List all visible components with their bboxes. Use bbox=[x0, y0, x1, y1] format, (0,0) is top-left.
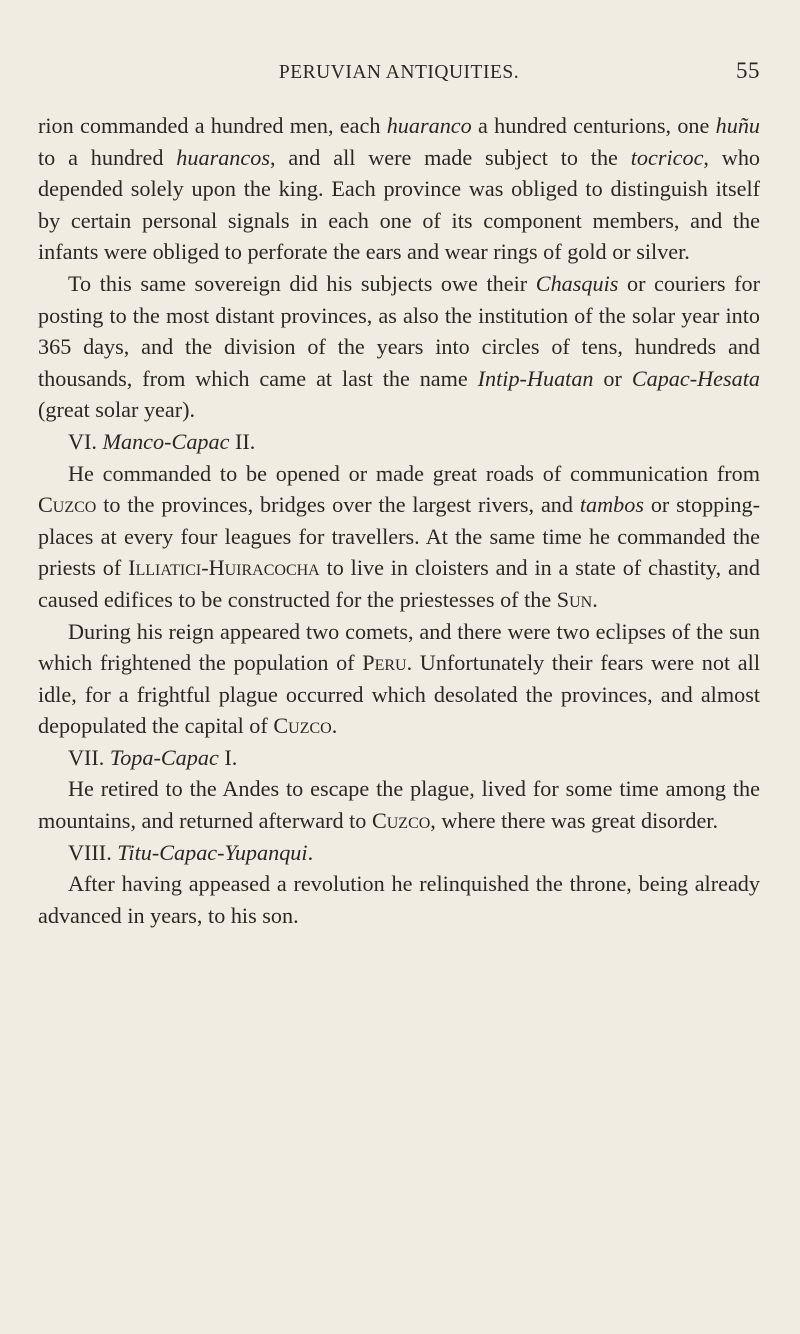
text-run: to the provinces, bridges over the largest rivers, and bbox=[96, 492, 580, 518]
italic-term: Manco-Capac bbox=[102, 428, 230, 454]
text-run: . bbox=[331, 713, 338, 739]
italic-term: Chasquis bbox=[535, 270, 619, 296]
small-caps-term: Peru bbox=[362, 650, 407, 676]
italic-term: tambos bbox=[579, 492, 644, 518]
text-run: or stopping-places at every four leagues for travellers. At the same time he commanded the priests of bbox=[38, 492, 760, 581]
italic-term: huaranco bbox=[386, 113, 472, 138]
small-caps-term: Illiatici-Huiracocha bbox=[128, 555, 320, 581]
paragraph bbox=[38, 616, 760, 742]
running-title: PERUVIAN ANTIQUITIES. bbox=[278, 62, 520, 83]
text-run: VII. bbox=[68, 744, 110, 770]
text-run: He commanded to be opened or made great roads of communication from bbox=[68, 460, 760, 486]
text-run: II. bbox=[229, 428, 256, 454]
text-run: I. bbox=[218, 744, 238, 770]
paragraph bbox=[38, 742, 760, 774]
paragraph bbox=[38, 426, 760, 458]
text-run: . Unfortunately their fears were not all idle, for a frightful plague occurred which desolated the provinces, and almost depopulated the capital of bbox=[38, 650, 760, 739]
text-run: (great solar year). bbox=[38, 397, 196, 423]
small-caps-term: Cuzco bbox=[371, 808, 431, 834]
text-run: After having appeased a revolution he relinquished the throne, being already advanced in years, to his son. bbox=[38, 871, 760, 928]
text-run: a hundred centurions, one bbox=[471, 113, 716, 138]
text-run: , and all were made subject to the bbox=[269, 144, 631, 170]
small-caps-term: Cuzco bbox=[38, 492, 97, 518]
text-run: . bbox=[592, 586, 598, 612]
italic-term: tocricoc bbox=[630, 144, 704, 170]
text-run: to a hundred bbox=[38, 144, 177, 170]
text-run: During his reign appeared two comets, and there were two eclipses of the sun which frightened the population of bbox=[38, 618, 760, 676]
page-number: 55 bbox=[736, 58, 760, 83]
paragraph bbox=[38, 868, 760, 931]
italic-term: Intip-Huatan bbox=[477, 365, 594, 391]
text-run: He retired to the Andes to escape the plague, lived for some time among the mountains, and returned afterward to bbox=[38, 776, 760, 834]
text-run: VI. bbox=[68, 428, 103, 454]
text-run: To this same sovereign did his subjects owe their bbox=[68, 270, 536, 296]
small-caps-term: Sun bbox=[556, 586, 593, 612]
text-run: . bbox=[307, 839, 314, 865]
text-run: , where there was great disorder. bbox=[430, 808, 718, 834]
italic-term: huarancos bbox=[176, 144, 270, 170]
text-run: or bbox=[593, 365, 632, 391]
text-run: , who depended solely upon the king. Each province was obliged to distinguish itself by certain personal signals in each one of its component members, and the infants were obliged to perforate the ears and wear rings of gold or silver. bbox=[38, 144, 761, 265]
italic-term: Titu-Capac-Yupanqui bbox=[117, 839, 308, 865]
text-run: rion commanded a hundred men, each bbox=[38, 113, 387, 138]
paragraph bbox=[38, 458, 760, 616]
italic-term: Topa-Capac bbox=[109, 744, 219, 770]
small-caps-term: Cuzco bbox=[273, 713, 332, 739]
italic-term: Capac-Hesata bbox=[631, 365, 760, 391]
paragraph bbox=[38, 837, 760, 869]
text-run: VIII. bbox=[68, 839, 118, 865]
text-run: to live in cloisters and in a state of chastity, and caused edifices to be constructed for the priestesses of the bbox=[38, 555, 760, 612]
paragraph bbox=[38, 110, 760, 268]
text-run: or couriers for posting to the most distant provinces, as also the institution of the solar year into 365 days, and the division of the years into circles of tens, hundreds and thousands, from which came at last the name bbox=[38, 270, 760, 391]
paragraph bbox=[38, 268, 760, 426]
body-text bbox=[38, 110, 760, 931]
paragraph bbox=[38, 773, 760, 836]
italic-term: huñu bbox=[715, 113, 760, 138]
running-head bbox=[38, 52, 760, 88]
